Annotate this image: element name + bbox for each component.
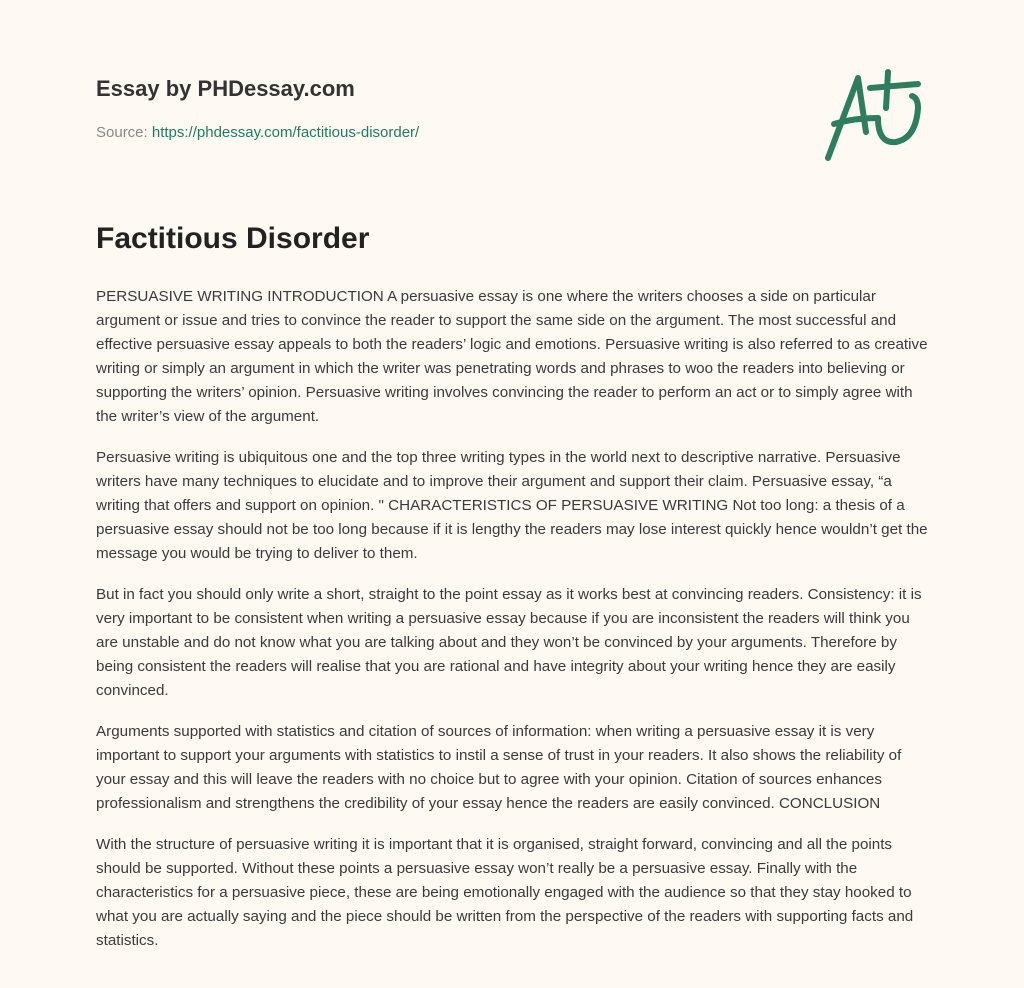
source-label: Source:	[96, 124, 148, 141]
paragraph: With the structure of persuasive writing it is important that it is organised, straight forward, convincing and all the points should be supported. Without these points a persuasive essay won’t really be a persuasive essay. Finally with the characteristics for a persuasive piece, these are being emotionally engaged with the audience so that they stay hooked to what you are actually saying and the piece should be written from the perspective of the readers with supporting facts and statistics.	[96, 836, 914, 949]
paragraph: But in fact you should only write a short, straight to the point essay as it works best at convincing readers. Consistency: it is very important to be consistent when writing a persuasive essay because if you are inconsistent the readers will think you are unstable and do not know what you are talking about and they won’t be convinced by your arguments. Therefore by being consistent the readers will realise that you are rational and have integrity about your writing hence they are easily convinced.	[96, 586, 922, 699]
a-plus-logo-icon	[818, 66, 928, 166]
essay-body	[96, 285, 928, 970]
source-link[interactable]: https://phdessay.com/factitious-disorder/	[151, 124, 420, 141]
page-title: Factitious Disorder	[96, 222, 370, 255]
paragraph: PERSUASIVE WRITING INTRODUCTION A persuasive essay is one where the writers chooses a side on particular argument or issue and tries to convince the reader to support the same side on the argument. The most successful and effective persuasive essay appeals to both the readers’ logic and emotions. Persuasive writing is also referred to as creative writing or simply an argument in which the writer was penetrating words and phrases to woo the readers into believing or supporting the writers’ opinion. Persuasive writing involves convincing the reader to perform an act or to simply agree with the writer’s view of the argument.	[96, 288, 928, 425]
paragraph: Persuasive writing is ubiquitous one and the top three writing types in the world next to descriptive narrative. Persuasive writers have many techniques to elucidate and to improve their argument and support their claim. Persuasive essay, “a writing that offers and support on opinion. " CHARACTERISTICS OF PERSUASIVE WRITING Not too long: a thesis of a persuasive essay should not be too long because if it is lengthy the readers may lose interest quickly hence wouldn’t get the message you would be trying to deliver to them.	[96, 449, 928, 562]
page-header	[0, 0, 1024, 200]
source-line	[96, 124, 419, 141]
brand-title: Essay by PHDessay.com	[96, 76, 355, 101]
paragraph: Arguments supported with statistics and citation of sources of information: when writing a persuasive essay it is very important to support your arguments with statistics to instil a sense of trust in your readers. It also shows the reliability of your essay and this will leave the readers with no choice but to agree with your opinion. Citation of sources enhances professionalism and strengthens the credibility of your essay hence the readers are easily convinced. CONCLUSION	[96, 723, 902, 812]
